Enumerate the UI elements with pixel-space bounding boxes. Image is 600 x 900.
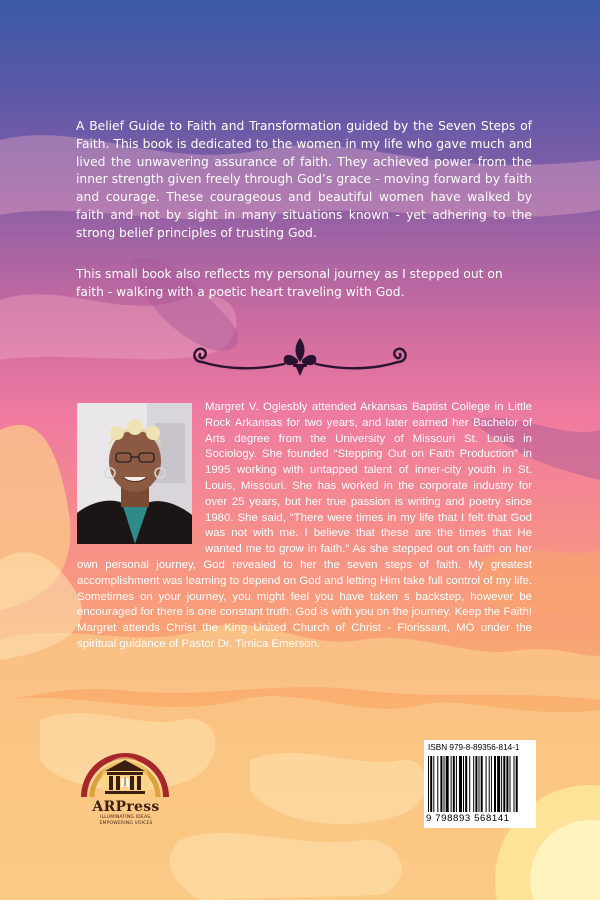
photo-spacer bbox=[77, 400, 205, 548]
blurb-paragraph-1: A Belief Guide to Faith and Transformation guided by the Seven Steps of Faith. This book is dedicated to the women in my life who gave much and lived the unwavering assurance of faith. They achieved power from the inner strength given freely through God’s grace - moving forward by faith and courage. These courageous and beautiful women have walked by faith and not by sight in many situations known - yet adhering to the strong belief principles of trusting God. bbox=[76, 119, 532, 240]
publisher-name: ARPress bbox=[92, 799, 160, 815]
barcode-bar bbox=[516, 756, 518, 812]
barcode-digits: 9 798893 568141 bbox=[426, 813, 510, 824]
barcode-bar bbox=[503, 756, 505, 812]
barcode-bar bbox=[497, 756, 500, 812]
publisher-tagline-line-1: ILLUMINATING IDEAS, bbox=[100, 815, 152, 820]
barcode-bar bbox=[481, 756, 483, 812]
barcode-bar bbox=[494, 756, 496, 812]
barcode-bar bbox=[459, 756, 462, 812]
barcode-bar bbox=[430, 756, 432, 812]
barcode-bar bbox=[428, 756, 429, 812]
isbn-barcode bbox=[424, 740, 536, 828]
fleur-de-lis-divider-icon bbox=[188, 336, 412, 382]
barcode-bar bbox=[446, 756, 449, 812]
isbn-label: ISBN 979-8-89356-814-1 bbox=[428, 743, 520, 752]
barcode-bar bbox=[491, 756, 492, 812]
barcode-bar bbox=[465, 756, 467, 812]
barcode-bar bbox=[440, 756, 442, 812]
barcode-bar bbox=[514, 756, 515, 812]
barcode-bar bbox=[510, 756, 511, 812]
barcode-bar bbox=[506, 756, 508, 812]
barcode-bar bbox=[451, 756, 452, 812]
publisher-tagline-line-2: EMPOWERING VOICES bbox=[99, 820, 153, 826]
barcode-bar bbox=[453, 756, 455, 812]
barcode-bars bbox=[428, 756, 532, 814]
library-building-icon bbox=[78, 735, 172, 799]
barcode-bar bbox=[479, 756, 480, 812]
barcode-bar bbox=[444, 756, 445, 812]
barcode-bar bbox=[437, 756, 438, 812]
publisher-tagline bbox=[76, 815, 176, 826]
barcode-bar bbox=[456, 756, 457, 812]
blurb-paragraph-2: This small book also reflects my personal journey as I stepped out on faith - walking with a poetic heart traveling with God. bbox=[76, 267, 503, 299]
barcode-bar bbox=[463, 756, 464, 812]
barcode-bar bbox=[433, 756, 434, 812]
barcode-bar bbox=[473, 756, 474, 812]
author-bio bbox=[77, 400, 532, 653]
author-bio-text: Margret V. Oglesbly attended Arkansas Baptist College in Little Rock Arkansas for two years, and later earned her Bachelor of Arts degree from the University of Missouri St. Louis in Sociology. She founded “Stepping Out on Faith Production” in 1995 working with untapped talent of inner-city youth in St. Louis, Missouri. She has worked in the corporate industry for over 25 years, but her true passion is writing and poetry since 1980. She said, “There were times in my life that I felt that God was not with me. I believe that these are the times that He wanted me to grow in faith.” As she stepped out on faith on her own personal journey, God revealed to her the seven steps of faith. My greatest accomplishment was learning to depend on God and letting Him take full control of my life. Sometimes on your journey, you might feel you have taken s backstep, however be encouraged for there is one constant truth: God is with you on the journey. Keep the Faith! Margret attends Christ the King United Church of Christ - Florissant, MO under the spiritual guidance of Pastor Dr. Timica Emerson. bbox=[77, 401, 532, 650]
barcode-bar bbox=[501, 756, 502, 812]
barcode-bar bbox=[469, 756, 470, 812]
barcode-bar bbox=[475, 756, 477, 812]
barcode-bar bbox=[489, 756, 490, 812]
barcode-bar bbox=[486, 756, 487, 812]
